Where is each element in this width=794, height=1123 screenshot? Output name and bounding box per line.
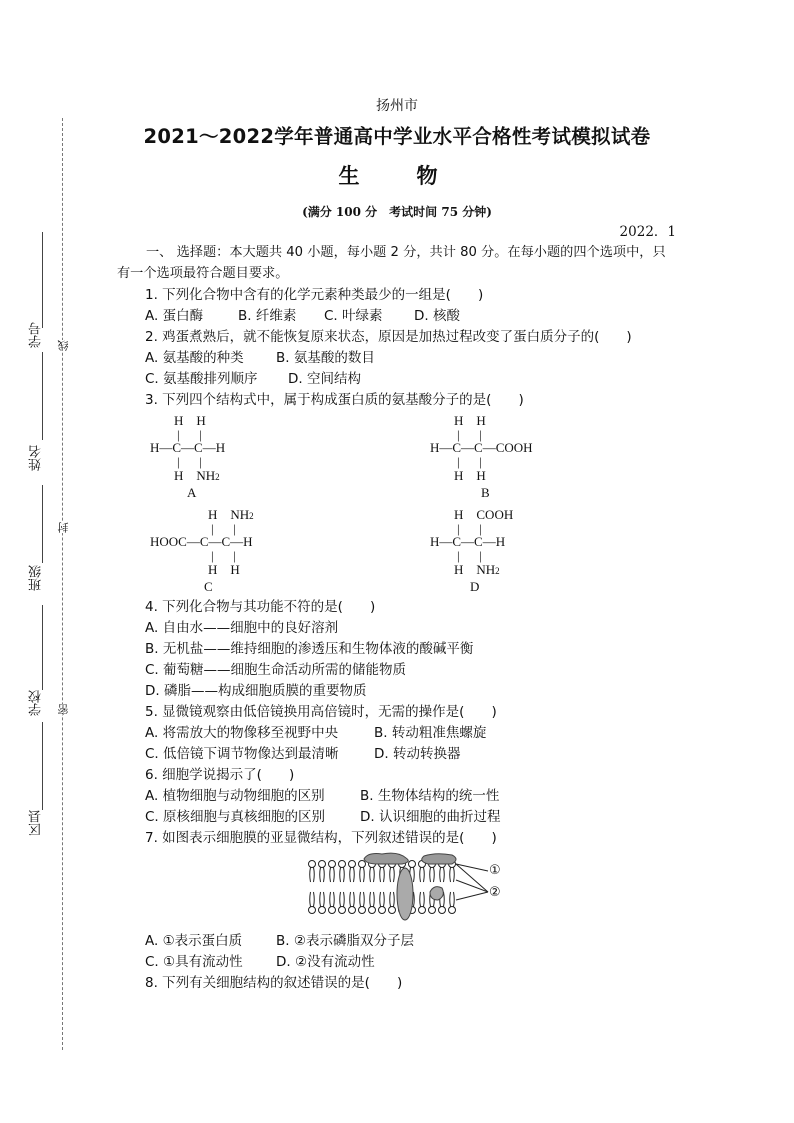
phospholipid-tail [420, 892, 425, 907]
city-name: 扬州市 [376, 98, 418, 114]
q5-stem: 5. 显微镜观察由低倍镜换用高倍镜时，无需的操作是( ) [145, 704, 497, 720]
phospholipid-head [349, 861, 356, 868]
margin-mark-seal: 封 [57, 522, 70, 533]
binding-dashed-line [62, 118, 63, 1050]
phospholipid-tail [380, 892, 385, 907]
q1-stem: 1. 下列化合物中含有的化学元素种类最少的一组是( ) [145, 287, 484, 303]
exam-meta: (满分 100 分 考试时间 75 分钟) [302, 205, 492, 219]
cell-membrane-diagram [306, 852, 516, 922]
phospholipid-head [439, 907, 446, 914]
phospholipid-head [429, 907, 436, 914]
district-label: 区县 [29, 810, 44, 836]
phospholipid-head [319, 861, 326, 868]
q4-option-c: C. 葡萄糖——细胞生命活动所需的储能物质 [145, 662, 407, 678]
phospholipid-tail [340, 892, 345, 907]
phospholipid-tail [350, 868, 355, 883]
phospholipid-head [369, 907, 376, 914]
margin-mark-secret: 密 [57, 704, 70, 715]
q7-option-a: A. ①表示蛋白质 [145, 933, 243, 949]
phospholipid-tail [340, 868, 345, 883]
q1-option-b: B. 纤维素 [238, 308, 297, 324]
exam-date: 2022．1 [619, 224, 676, 240]
phospholipid-head [379, 907, 386, 914]
phospholipid-head [419, 907, 426, 914]
phospholipid-head [319, 907, 326, 914]
phospholipid-head [339, 907, 346, 914]
q4-option-b: B. 无机盐——维持细胞的渗透压和生物体液的酸碱平衡 [145, 641, 474, 657]
embedded-protein [430, 887, 443, 900]
name-underline [42, 352, 43, 440]
phospholipid-tail [430, 868, 435, 883]
q8-stem: 8. 下列有关细胞结构的叙述错误的是( ) [145, 975, 403, 991]
q4-option-d: D. 磷脂——构成细胞质膜的重要物质 [145, 683, 367, 699]
phospholipid-tail [330, 868, 335, 883]
phospholipid-head [359, 861, 366, 868]
q5-option-d: D. 转动转换器 [374, 746, 461, 762]
q6-option-a: A. 植物细胞与动物细胞的区别 [145, 788, 325, 804]
q6-option-b: B. 生物体结构的统一性 [360, 788, 500, 804]
membrane-mark-1: ① [489, 863, 501, 878]
q7-option-d: D. ②没有流动性 [276, 954, 375, 970]
phospholipid-tail [350, 892, 355, 907]
margin-mark-line: 线 [57, 340, 70, 351]
phospholipid-head [349, 907, 356, 914]
phospholipid-tail [310, 868, 315, 883]
transmembrane-protein [397, 868, 413, 920]
q4-stem: 4. 下列化合物与其功能不符的是( ) [145, 599, 376, 615]
phospholipid-tail [380, 868, 385, 883]
q6-option-c: C. 原核细胞与真核细胞的区别 [145, 809, 326, 825]
q2-stem: 2. 鸡蛋煮熟后，就不能恢复原来状态，原因是加热过程改变了蛋白质分子的( ) [145, 329, 632, 345]
q4-option-a: A. 自由水——细胞中的良好溶剂 [145, 620, 339, 636]
phospholipid-tail [390, 892, 395, 907]
q7-option-b: B. ②表示磷脂双分子层 [276, 933, 414, 949]
structure-a-label: A [187, 485, 197, 500]
exam-title: 2021～2022学年普通高中学业水平合格性考试模拟试卷 [143, 125, 651, 148]
school-underline [42, 605, 43, 690]
phospholipid-tail [370, 892, 375, 907]
phospholipid-head [449, 907, 456, 914]
phospholipid-head [309, 907, 316, 914]
phospholipid-tail [320, 892, 325, 907]
q7-option-c: C. ①具有流动性 [145, 954, 243, 970]
surface-protein-left [364, 853, 408, 864]
section-heading-cont: 有一个选项最符合题目要求。 [117, 266, 289, 281]
section-heading: 一、 选择题：本大题共 40 小题，每小题 2 分，共计 80 分。在每小题的四个选项中，只 [146, 245, 666, 260]
phospholipid-head [359, 907, 366, 914]
q5-option-b: B. 转动粗准焦螺旋 [374, 725, 487, 741]
q5-option-c: C. 低倍镜下调节物像达到最清晰 [145, 746, 339, 762]
school-label: 学校 [29, 690, 44, 716]
subject-title: 生 物 [338, 163, 456, 188]
phospholipid-tail [330, 892, 335, 907]
phospholipid-head [389, 907, 396, 914]
membrane-mark-2: ② [489, 885, 501, 900]
class-underline [42, 485, 43, 563]
q2-option-d: D. 空间结构 [288, 371, 361, 387]
phospholipid-tail [320, 868, 325, 883]
phospholipid-tail [450, 868, 455, 883]
q2-option-c: C. 氨基酸排列顺序 [145, 371, 258, 387]
q5-option-a: A. 将需放大的物像移至视野中央 [145, 725, 339, 741]
q1-option-d: D. 核酸 [414, 308, 460, 324]
phospholipid-tail [390, 868, 395, 883]
surface-protein-right [422, 854, 456, 864]
class-label: 班级 [29, 565, 44, 591]
student-id-label: 学号 [29, 322, 44, 348]
structure-c-label: C [204, 579, 213, 594]
phospholipid-tail [420, 868, 425, 883]
phospholipid-head [409, 861, 416, 868]
phospholipid-tail [370, 868, 375, 883]
q2-option-b: B. 氨基酸的数目 [276, 350, 375, 366]
q7-stem: 7. 如图表示细胞膜的亚显微结构，下列叙述错误的是( ) [145, 830, 497, 846]
phospholipid-head [309, 861, 316, 868]
phospholipid-head [329, 907, 336, 914]
district-underline [42, 722, 43, 810]
q1-option-a: A. 蛋白酶 [145, 308, 204, 324]
student-id-underline [42, 232, 43, 328]
phospholipid-head [329, 861, 336, 868]
phospholipid-tail [310, 892, 315, 907]
q6-stem: 6. 细胞学说揭示了( ) [145, 767, 295, 783]
structure-d-label: D [470, 579, 480, 594]
q1-option-c: C. 叶绿素 [324, 308, 383, 324]
structure-b-label: B [481, 485, 490, 500]
q3-stem: 3. 下列四个结构式中，属于构成蛋白质的氨基酸分子的是( ) [145, 392, 524, 408]
q2-option-a: A. 氨基酸的种类 [145, 350, 244, 366]
phospholipid-tail [360, 892, 365, 907]
phospholipid-tail [440, 868, 445, 883]
phospholipid-tail [360, 868, 365, 883]
name-label: 姓名 [29, 445, 44, 471]
q6-option-d: D. 认识细胞的曲折过程 [360, 809, 501, 825]
phospholipid-tail [450, 892, 455, 907]
phospholipid-head [339, 861, 346, 868]
